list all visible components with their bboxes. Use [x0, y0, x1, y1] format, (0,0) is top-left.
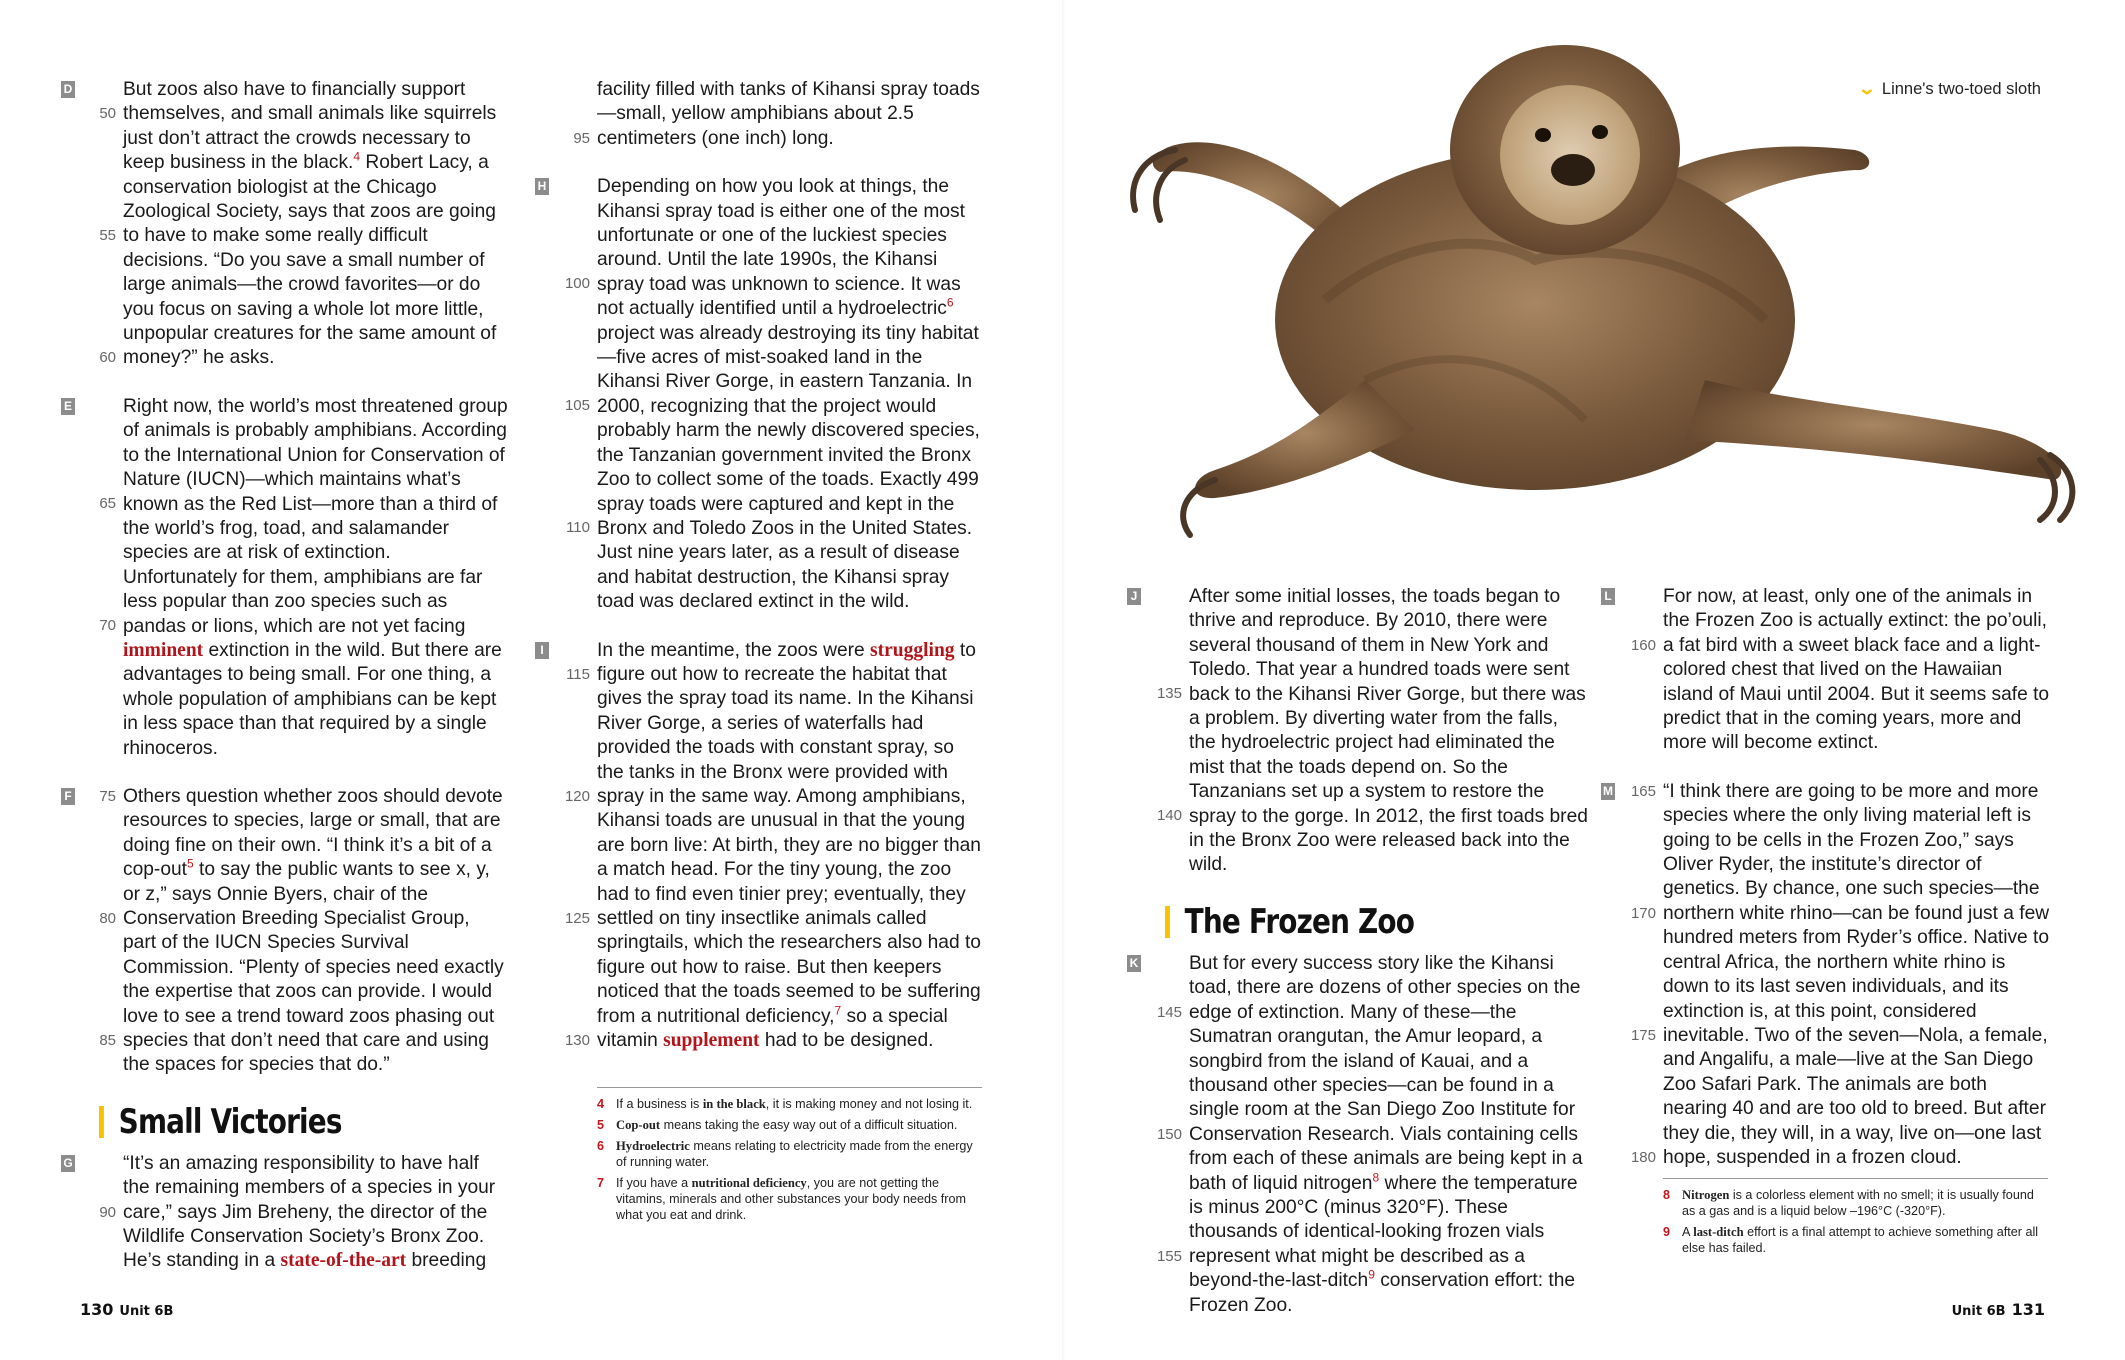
- line-number: 160: [1630, 637, 1656, 654]
- footnote: 6 Hydroelectric means relating to electricity made from the energy of running water.: [597, 1139, 973, 1169]
- line-number: 70: [99, 616, 116, 634]
- paragraph-text: But zoos also have to financially support themselves, and small animals like squirrels just don’t attract the crowds necessary to keep business in the black.$^4$ Robert Lacy, a conservation biologist at the Chicago Zoological Society, says that zoos are going to have to make some really difficult decisions. “Do you save a small number of large animals—the crowd favorites—or do you focus on saving a whole lot more little, unpopular creatures for the same amount of money?” he asks.: [123, 79, 497, 369]
- unit-label: Unit 6B: [119, 1304, 174, 1319]
- paragraph-text: “It’s an amazing responsibility to have half the remaining members of a species in your care,” says Jim Breheny, the director of the Wildlife Conservation Society’s Bronx Zoo. He’s standing in a state-of-the-art breeding: [123, 1152, 496, 1272]
- line-number: 100: [564, 275, 590, 293]
- paragraph-marker: G: [61, 1155, 75, 1172]
- folio-right: [1946, 1300, 2045, 1319]
- paragraph-k: [1129, 952, 1589, 1318]
- column-4: [1603, 585, 2053, 1194]
- line-number: 135: [1156, 685, 1182, 702]
- section-heading: The Frozen Zoo: [1165, 902, 1513, 942]
- line-number: 80: [99, 909, 116, 927]
- paragraph-continued: [573, 78, 982, 151]
- paragraph-marker: H: [535, 178, 549, 195]
- footnote-ref: 6: [946, 295, 954, 310]
- folio-left: [80, 1300, 179, 1319]
- line-number: 85: [99, 1031, 116, 1049]
- paragraph-marker: K: [1127, 955, 1141, 972]
- paragraph-g: [63, 1152, 508, 1274]
- footnote: 7 If you have a nutritional deficiency, you are not getting the vitamins, minerals and other substances your body needs from what you eat and drink.: [597, 1176, 966, 1222]
- line-number: 55: [99, 227, 116, 244]
- footnotes-left: [597, 1087, 982, 1228]
- paragraph-text: Depending on how you look at things, the Kihansi spray toad is either one of the most unfortunate or one of the luckiest species around. Until the late 1990s, the Kihansi spray toad was unknown to science. It was not actually identified until a hydroelectric$^6$ project was already destroying its tiny habitat—five acres of mist-soaked land in the Kihansi River Gorge, in eastern Tanzania. In 2000, recognizing that the project would probably harm the newly discovered species, the Tanzanian government invited the Bronx Zoo to collect some of the toads. Exactly 499 spray toads were captured and kept in the Bronx and Toledo Zoos in the United States. Just nine years later, as a result of disease and habitat destruction, the Kihansi spray toad was declared extinct in the wild.: [597, 176, 980, 613]
- paragraph-e: [63, 395, 508, 761]
- paragraph-marker: D: [61, 81, 75, 98]
- paragraph-d: [63, 78, 508, 371]
- line-number: 120: [564, 787, 590, 805]
- caption-text: Linne's two-toed sloth: [1881, 80, 2041, 98]
- vocabulary-word: supplement: [663, 1030, 760, 1052]
- vocabulary-word: state-of-the-art: [280, 1250, 407, 1272]
- paragraph-l: [1604, 585, 2053, 756]
- paragraph-marker: L: [1601, 588, 1615, 605]
- column-2: [537, 78, 982, 1077]
- line-number: 50: [99, 105, 116, 122]
- line-number: 110: [566, 519, 590, 537]
- line-number: 170: [1630, 904, 1656, 922]
- footnote: 8 Nitrogen is a colorless element with no smell; it is usually found as a gas and is a liquid below –196°C (-320°F).: [1663, 1188, 2034, 1218]
- paragraph-text: But for every success story like the Kihansi toad, there are dozens of other species on the edge of extinction. Many of these—the Sumatran orangutan, the Amur leopard, a songbird from the island of Kauai, and a thousand other species—can be found in a single room at the San Diego Zoo Institute for Conservation Research. Vials containing cells from each of these animals are being kept in a bath of liquid nitrogen$^8$ where the temperature is minus 200°C (minus 320°F). These thousands of identical-looking frozen vials represent what might be described as a beyond-the-last-ditch$^9$ conservation effort: the Frozen Zoo.: [1189, 952, 1583, 1316]
- line-number: 165: [1630, 782, 1656, 800]
- line-number: 115: [566, 665, 590, 683]
- footnote-ref: 9: [1368, 1267, 1375, 1282]
- footnote-ref: 5: [187, 856, 194, 871]
- line-number: 175: [1630, 1026, 1656, 1044]
- line-number: 130: [564, 1031, 590, 1049]
- vocabulary-word: struggling: [870, 639, 955, 661]
- paragraph-i: [540, 639, 982, 1054]
- paragraph-text: facility filled with tanks of Kihansi spray toads—small, yellow amphibians about 2.5 centimeters (one inch) long.: [597, 79, 980, 149]
- line-number: 150: [1156, 1125, 1182, 1143]
- paragraph-marker: J: [1127, 588, 1141, 605]
- paragraph-text: “I think there are going to be more and more species where the only living material left is going to be cells in the Frozen Zoo,” says Oliver Ryder, the institute’s director of genetics. By chance, one such species—the northern white rhino—can be found just a few hundred meters from Ryder’s office. Native to central Africa, the northern white rhino is down to its last seven individuals, and its extinction is, at this point, considered inevitable. Two of the seven—Nola, a female, and Angalifu, a male—live at the San Diego Zoo Safari Park. The animals are both nearing 40 and are too old to breed. But after they die, they will, in a way, live on—one last hope, suspended in a frozen cloud.: [1663, 780, 2050, 1168]
- column-1: [63, 78, 508, 1298]
- paragraph-marker: M: [1603, 783, 1613, 798]
- line-number: 155: [1156, 1247, 1182, 1265]
- footnote: 4 If a business is in the black, it is making money and not losing it.: [597, 1097, 973, 1111]
- footnote-ref: 4: [353, 149, 361, 164]
- paragraph-text: Right now, the world’s most threatened group of animals is probably amphibians. According to the International Union for Conservation of Nature (IUCN)—which maintains what’s known as the Red List—more than a third of the world’s frog, toad, and salamander species are at risk of extinction. Unfortunately for them, amphibians are far less popular than zoo species such as pandas or lions, which are not yet facing imminent extinction in the wild. But there are advantages to being small. For one thing, a whole population of amphibians can be kept in less space than that required by a single rhinoceros.: [123, 395, 508, 759]
- page-number: 131: [2011, 1300, 2045, 1319]
- line-number: 65: [99, 494, 116, 512]
- footnotes-right: [1663, 1178, 2048, 1261]
- footnote: 9 A last-ditch effort is a final attempt to achieve something after all else has failed.: [1663, 1225, 2039, 1255]
- line-number: 90: [99, 1203, 116, 1221]
- paragraph-h: [537, 175, 982, 614]
- column-3: [1129, 585, 1589, 1342]
- paragraph-j: [1130, 585, 1589, 878]
- footnote: 5 Cop-out means taking the easy way out of a difficult situation.: [597, 1118, 958, 1132]
- paragraph-text: Others question whether zoos should devote resources to species, large or small, that are doing fine on their own. “I think it’s a bit of a cop-out$^5$ to say the public wants to see x, y, or z,” says Onnie Byers, chair of the Conservation Breeding Specialist Group, part of the IUCN Species Survival Commission. “Plenty of species need exactly the expertise that zoos can provide. I would love to see a trend toward zoos phasing out species that don’t need that care and using the spaces for species that do.”: [123, 785, 504, 1076]
- paragraph-f: [64, 785, 508, 1078]
- footnote-ref: 8: [1372, 1170, 1380, 1185]
- line-number: 105: [564, 397, 590, 415]
- paragraph-text: After some initial losses, the toads began to thrive and reproduce. By 2010, there were several thousand of them in New York and Toledo. That year a hundred toads were sent back to the Kihansi River Gorge, but there was a problem. By diverting water from the falls, the hydroelectric project had eliminated the mist that the toads depend on. So the Tanzanians set up a system to restore the spray to the gorge. In 2012, the first toads bred in the Bronx Zoo were released back into the wild.: [1189, 586, 1588, 876]
- footnote-ref: 7: [834, 1003, 842, 1018]
- page-number: 130: [80, 1300, 114, 1319]
- line-number: 145: [1156, 1003, 1182, 1021]
- line-number: 60: [99, 349, 116, 366]
- photo-caption: [1857, 79, 2041, 99]
- section-heading: Small Victories: [99, 1102, 434, 1142]
- line-number: 180: [1630, 1148, 1656, 1166]
- sloth-photo: [1065, 0, 2125, 560]
- paragraph-text: In the meantime, the zoos were struggling to figure out how to recreate the habitat that gives the spray toad its name. In the Kihansi River Gorge, a series of waterfalls had provided the toads with constant spray, so the tanks in the Bronx were provided with spray in the same way. Among amphibians, Kihansi toads are unusual in that the young are born live: At birth, they are no bigger than a match head. For the tiny young, the zoo had to find even tinier prey; eventually, they settled on tiny insectlike animals called springtails, which the researchers also had to figure out how to raise. But then keepers noticed that the toads seemed to be suffering from a nutritional deficiency,$^7$ so a special vitamin supplement had to be designed.: [597, 639, 981, 1052]
- paragraph-marker: F: [61, 788, 75, 805]
- line-number: 140: [1156, 807, 1182, 824]
- paragraph-marker: E: [61, 398, 75, 415]
- chevron-down-icon: ⌄: [1857, 80, 1877, 98]
- paragraph-marker: I: [535, 642, 549, 659]
- paragraph-text: For now, at least, only one of the animals in the Frozen Zoo is actually extinct: the po’ouli, a fat bird with a sweet black face and a light-colored chest that lived on the Hawaiian island of Maui until 2004. But it seems safe to predict that in the coming years, more and more will become extinct.: [1663, 586, 2050, 754]
- line-number: 75: [99, 787, 116, 805]
- paragraph-m: [1603, 780, 2053, 1171]
- unit-label: Unit 6B: [1951, 1304, 2006, 1319]
- vocabulary-word: imminent: [123, 639, 204, 661]
- line-number: 95: [573, 130, 590, 147]
- line-number: 125: [564, 909, 590, 927]
